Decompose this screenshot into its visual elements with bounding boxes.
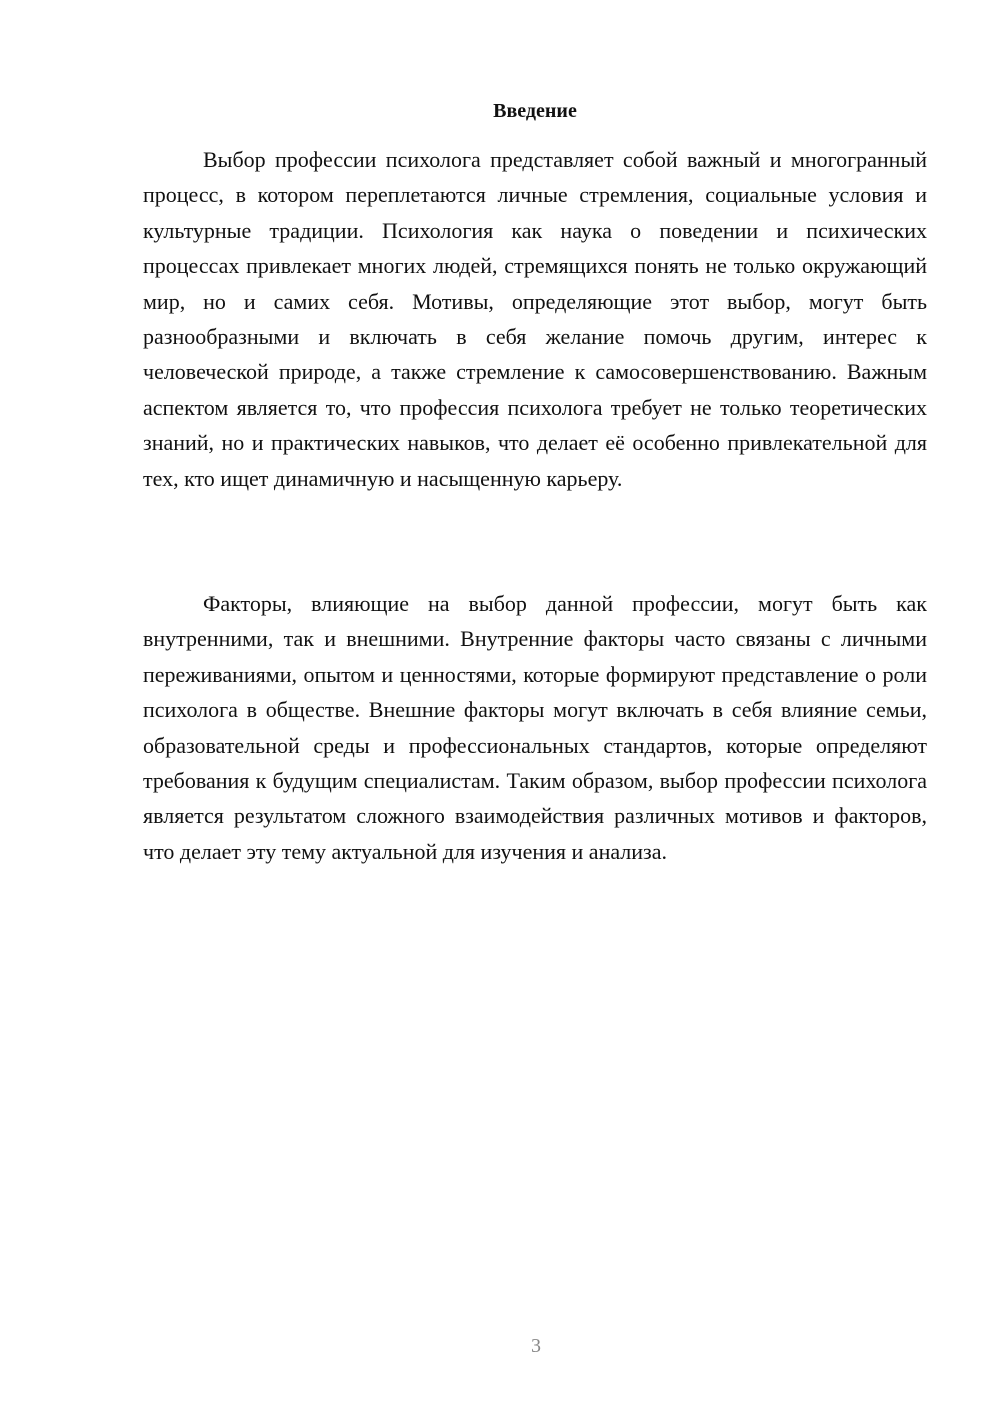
page-title: Введение bbox=[493, 100, 577, 122]
page-number: 3 bbox=[531, 1335, 541, 1357]
paragraph-1: Выбор профессии психолога представляет собой важный и многогранный процесс, в котором переплетаются личные стремления, социальные условия и культурные традиции. Психология как наука о поведении и психических процессах привлекает многих людей, стремящихся понять не только окружающий мир, но и самих себя. Мотивы, определяющие этот выбор, могут быть разнообразными и включать в себя желание помочь другим, интерес к человеческой природе, а также стремление к самосовершенствованию. Важным аспектом является то, что профессия психолога требует не только теоретических знаний, но и практических навыков, что делает её особенно привлекательной для тех, кто ищет динамичную и насыщенную карьеру. bbox=[143, 147, 927, 491]
paragraph-2: Факторы, влияющие на выбор данной профессии, могут быть как внутренними, так и внешними. Внутренние факторы часто связаны с личными переживаниями, опытом и ценностями, которые формируют представление о роли психолога в обществе. Внешние факторы могут включать в себя влияние семьи, образовательной среды и профессиональных стандартов, которые определяют требования к будущим специалистам. Таким образом, выбор профессии психолога является результатом сложного взаимодействия различных мотивов и факторов, что делает эту тему актуальной для изучения и анализа. bbox=[143, 591, 927, 864]
